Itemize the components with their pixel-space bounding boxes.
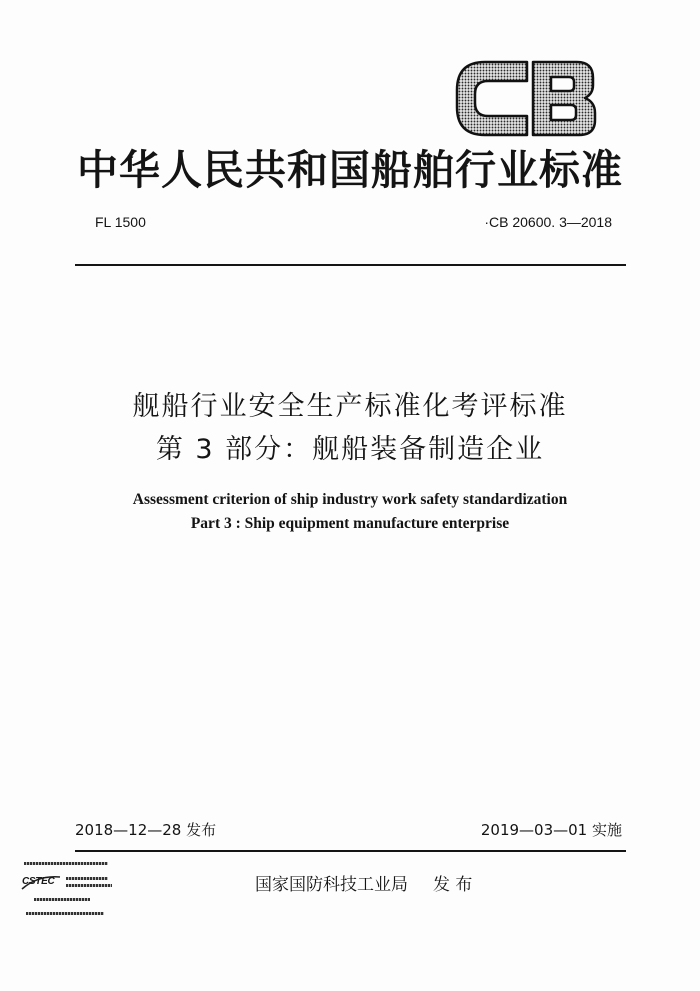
issue-word: 发 布 [433,875,473,895]
label-text-line [26,912,104,915]
cstec-logo: CSTEC [22,876,55,887]
standard-number: ·CB 20600. 3—2018 [484,214,612,230]
footer-divider [75,850,626,852]
classification-code: FL 1500 [95,214,146,230]
chinese-title-line-1: 舰船行业安全生产标准化考评标准 [132,391,568,422]
implementation-date: 2019—03—01 实施 [480,821,622,839]
chinese-title-line-2: 第 3 部分：舰船装备制造企业 [155,434,545,465]
label-text-line [24,862,108,865]
issue-date: 2018—12—28 发布 [75,821,217,839]
issuing-authority: 国家国防科技工业局 [255,875,408,895]
anti-counterfeit-label [18,860,114,920]
english-title-line-1: Assessment criterion of ship industry work safety standardization [132,491,568,508]
label-text-line [66,884,112,887]
label-text-line [66,877,108,880]
cb-logo [455,60,597,137]
cb-logo-letter-c [457,62,527,135]
standard-category-title: 中华人民共和国船舶行业标准 [77,146,623,194]
header-divider [75,264,626,266]
cb-logo-letter-b [533,62,595,135]
english-title-line-2: Part 3 : Ship equipment manufacture enterprise [190,515,510,532]
label-text-line [34,898,90,901]
